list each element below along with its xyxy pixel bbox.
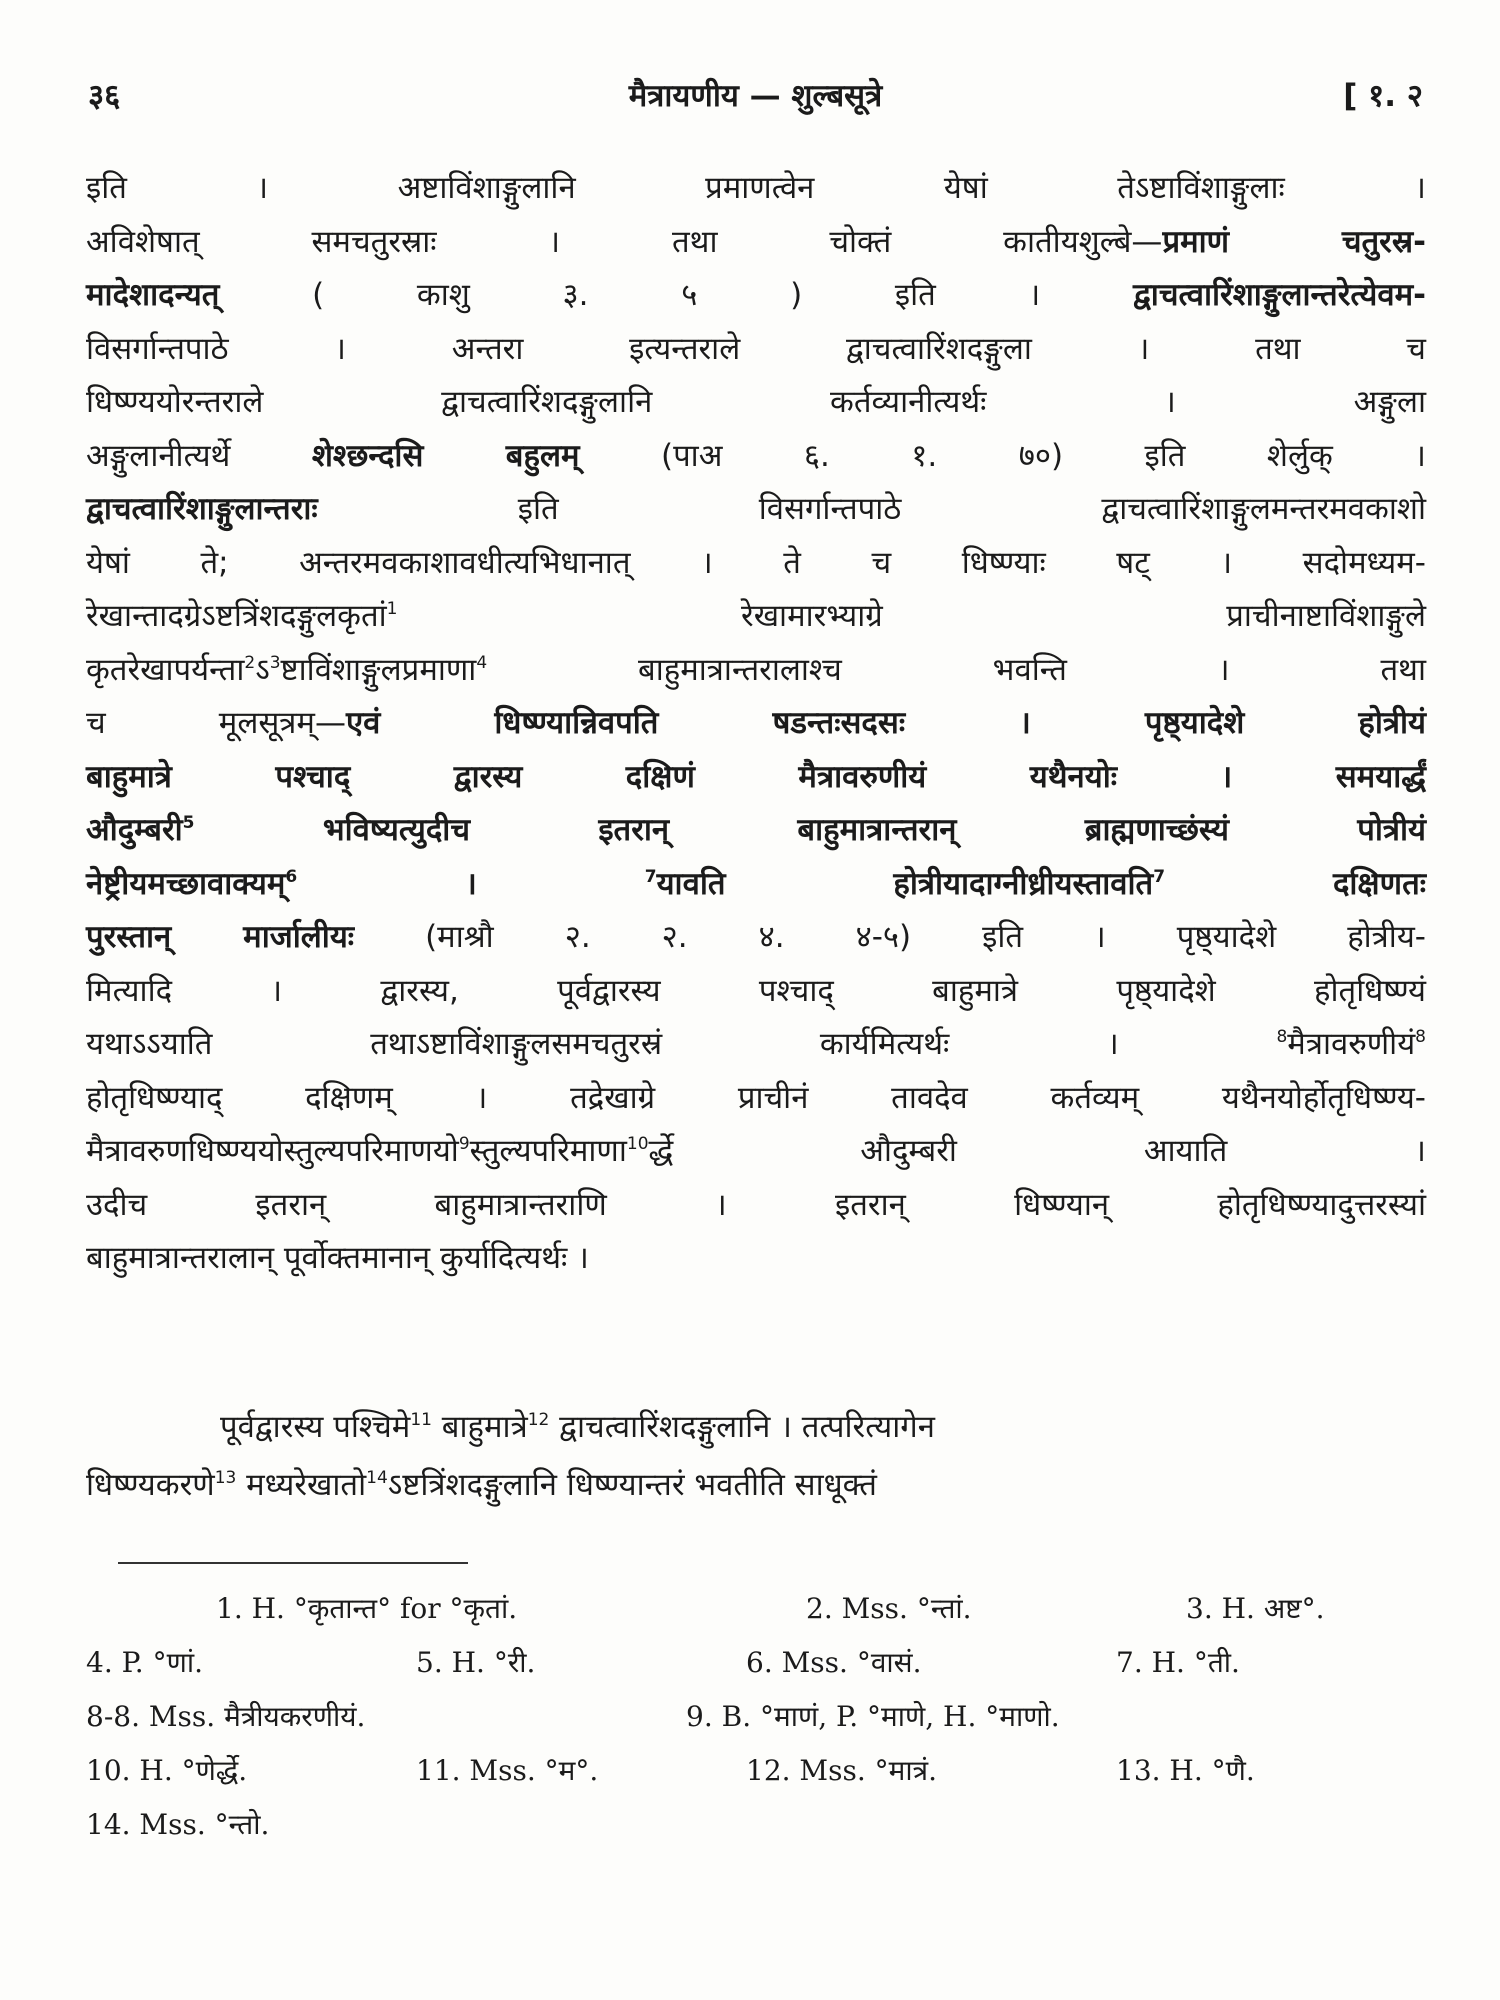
footnotes: [86, 1582, 1426, 1852]
text-line: यथाऽऽयाति तथाऽष्टाविंशाङ्गुलसमचतुरस्रं कार्यमित्यर्थः । $^8$मैत्रावरुणीयं$^8$: [86, 1026, 1426, 1062]
footnote-item: 4. P. °णां.: [86, 1646, 203, 1679]
footnote-divider: [118, 1562, 468, 1564]
footnote-item: 7. H. °ती.: [1116, 1646, 1240, 1679]
footnote-item: 9. B. °माणं, P. °माणे, H. °माणो.: [686, 1700, 1060, 1733]
text-line: अविशेषात् समचतुरस्राः । तथा चोक्तं कातीयशुल्बे—प्रमाणं चतुरस्र-: [86, 223, 1426, 260]
commentary-paragraph-1: [86, 162, 1426, 1286]
text-line: उदीच इतरान् बाहुमात्रान्तराणि । इतरान् धिष्ण्यान् होतृधिष्ण्यादुत्तरस्यां: [86, 1186, 1426, 1223]
footnote-item: 12. Mss. °मात्रं.: [746, 1754, 937, 1787]
text-line: औदुम्बरी$^5$ भविष्यत्युदीच इतरान् बाहुमात्रान्तरान् ब्राह्मणाच्छंस्यं पोत्रीयं: [86, 812, 1426, 848]
text-line: मित्यादि । द्वारस्य, पूर्वद्वारस्य पश्चाद् बाहुमात्रे पृष्ठ्यादेशे होतृधिष्ण्यं: [86, 972, 1426, 1009]
footnote-item: 3. H. अष्ट°.: [1186, 1592, 1325, 1625]
footnote-item: 1. H. °कृतान्त° for °कृतां.: [216, 1592, 518, 1625]
text-line: होतृधिष्ण्याद् दक्षिणम् । तद्रेखाग्रे प्राचीनं तावदेव कर्तव्यम् यथैनयोर्होतृधिष्ण्य-: [86, 1079, 1426, 1116]
footnote-item: 10. H. °णेर्द्धे.: [86, 1754, 248, 1787]
text-line: पुरस्तान् मार्जालीयः (माश्रौ २. २. ४. ४-५) इति । पृष्ठ्यादेशे होत्रीय-: [86, 919, 1426, 955]
footnote-item: 11. Mss. °म°.: [416, 1754, 599, 1787]
text-line: नेष्ट्रीयमच्छावाक्यम्$^6$ । $^7$यावति होत्रीयादाग्नीध्रीयस्तावति$^7$ दक्षिणतः: [86, 865, 1427, 902]
text-line: पूर्वद्वारस्य पश्चिमे$^{11}$ बाहुमात्रे$^{12}$ द्वाचत्वारिंशदङ्गुलानि । तत्परित्यागेन: [220, 1409, 935, 1445]
text-line: अङ्गुलानीत्यर्थे शेश्छन्दसि बहुलम् (पाअ ६. १. ७०) इति शेर्लुक् ।: [86, 437, 1426, 474]
text-line: येषां ते; अन्तरमवकाशावधीत्यभिधानात् । ते च धिष्ण्याः षट् । सदोमध्यम-: [86, 544, 1426, 581]
text-line: द्वाचत्वारिंशाङ्गुलान्तराः इति विसर्गान्तपाठे द्वाचत्वारिंशाङ्गुलमन्तरमवकाशो: [86, 491, 1426, 527]
page-header: [88, 74, 1423, 126]
footnote-line: [86, 1636, 1426, 1690]
footnote-item: 2. Mss. °न्तां.: [806, 1592, 972, 1625]
text-line: इति । अष्टाविंशाङ्गुलानि प्रमाणत्वेन येषां तेऽष्टाविंशाङ्गुलाः ।: [86, 170, 1426, 206]
page-number: ३६: [88, 78, 121, 114]
footnote-item: 6. Mss. °वासं.: [746, 1646, 922, 1679]
footnote-line: [86, 1582, 1426, 1636]
text-line: मादेशादन्यत् ( काशु ३. ५ ) इति । द्वाचत्वारिंशाङ्गुलान्तरेत्येवम-: [86, 277, 1426, 313]
footnote-item: 8-8. Mss. मैत्रीयकरणीयं.: [86, 1700, 366, 1733]
footnote-line: [86, 1690, 1426, 1744]
footnote-item: 13. H. °णै.: [1116, 1754, 1255, 1787]
text-line: कृतरेखापर्यन्ता$^2$ऽ$^3$ष्टाविंशाङ्गुलप्रमाणा$^4$ बाहुमात्रान्तरालाश्च भवन्ति । तथा: [86, 651, 1426, 688]
text-line: बाहुमात्रान्तरालान् पूर्वोक्तमानान् कुर्यादित्यर्थः ।: [86, 1240, 589, 1276]
running-title: मैत्रायणीय — शुल्बसूत्रे: [628, 78, 883, 114]
text-line: धिष्ण्यकरणे$^{13}$ मध्यरेखातो$^{14}$ऽष्टत्रिंशदङ्गुलानि धिष्ण्यान्तरं भवतीति साधूक्तं: [86, 1467, 877, 1503]
footnote-line: [86, 1798, 1426, 1852]
footnote-item: 5. H. °री.: [416, 1646, 536, 1679]
footnote-item: 14. Mss. °न्तो.: [86, 1808, 270, 1841]
text-line: रेखान्तादग्रेऽष्टत्रिंशदङ्गुलकृतां$^1$ रेखामारभ्याग्रे प्राचीनाष्टाविंशाङ्गुले: [86, 598, 1426, 634]
section-marker: [ १. २: [1343, 78, 1423, 114]
text-line: बाहुमात्रे पश्चाद् द्वारस्य दक्षिणं मैत्रावरुणीयं यथैनयोः । समयार्द्धं: [86, 758, 1426, 795]
commentary-paragraph-2: [86, 1398, 1426, 1514]
text-line: धिष्ण्ययोरन्तराले द्वाचत्वारिंशदङ्गुलानि कर्तव्यानीत्यर्थः । अङ्गुला: [86, 384, 1426, 420]
text-line: विसर्गान्तपाठे । अन्तरा इत्यन्तराले द्वाचत्वारिंशदङ्गुला । तथा च: [86, 330, 1426, 367]
text-line: च मूलसूत्रम्—एवं धिष्ण्यान्निवपति षडन्तःसदसः । पृष्ठ्यादेशे होत्रीयं: [86, 705, 1426, 741]
text-line: मैत्रावरुणधिष्ण्ययोस्तुल्यपरिमाणयो$^9$स्तुल्यपरिमाणा$^{10}$र्द्धे औदुम्बरी आयाति ।: [86, 1133, 1426, 1169]
footnote-line: [86, 1744, 1426, 1798]
